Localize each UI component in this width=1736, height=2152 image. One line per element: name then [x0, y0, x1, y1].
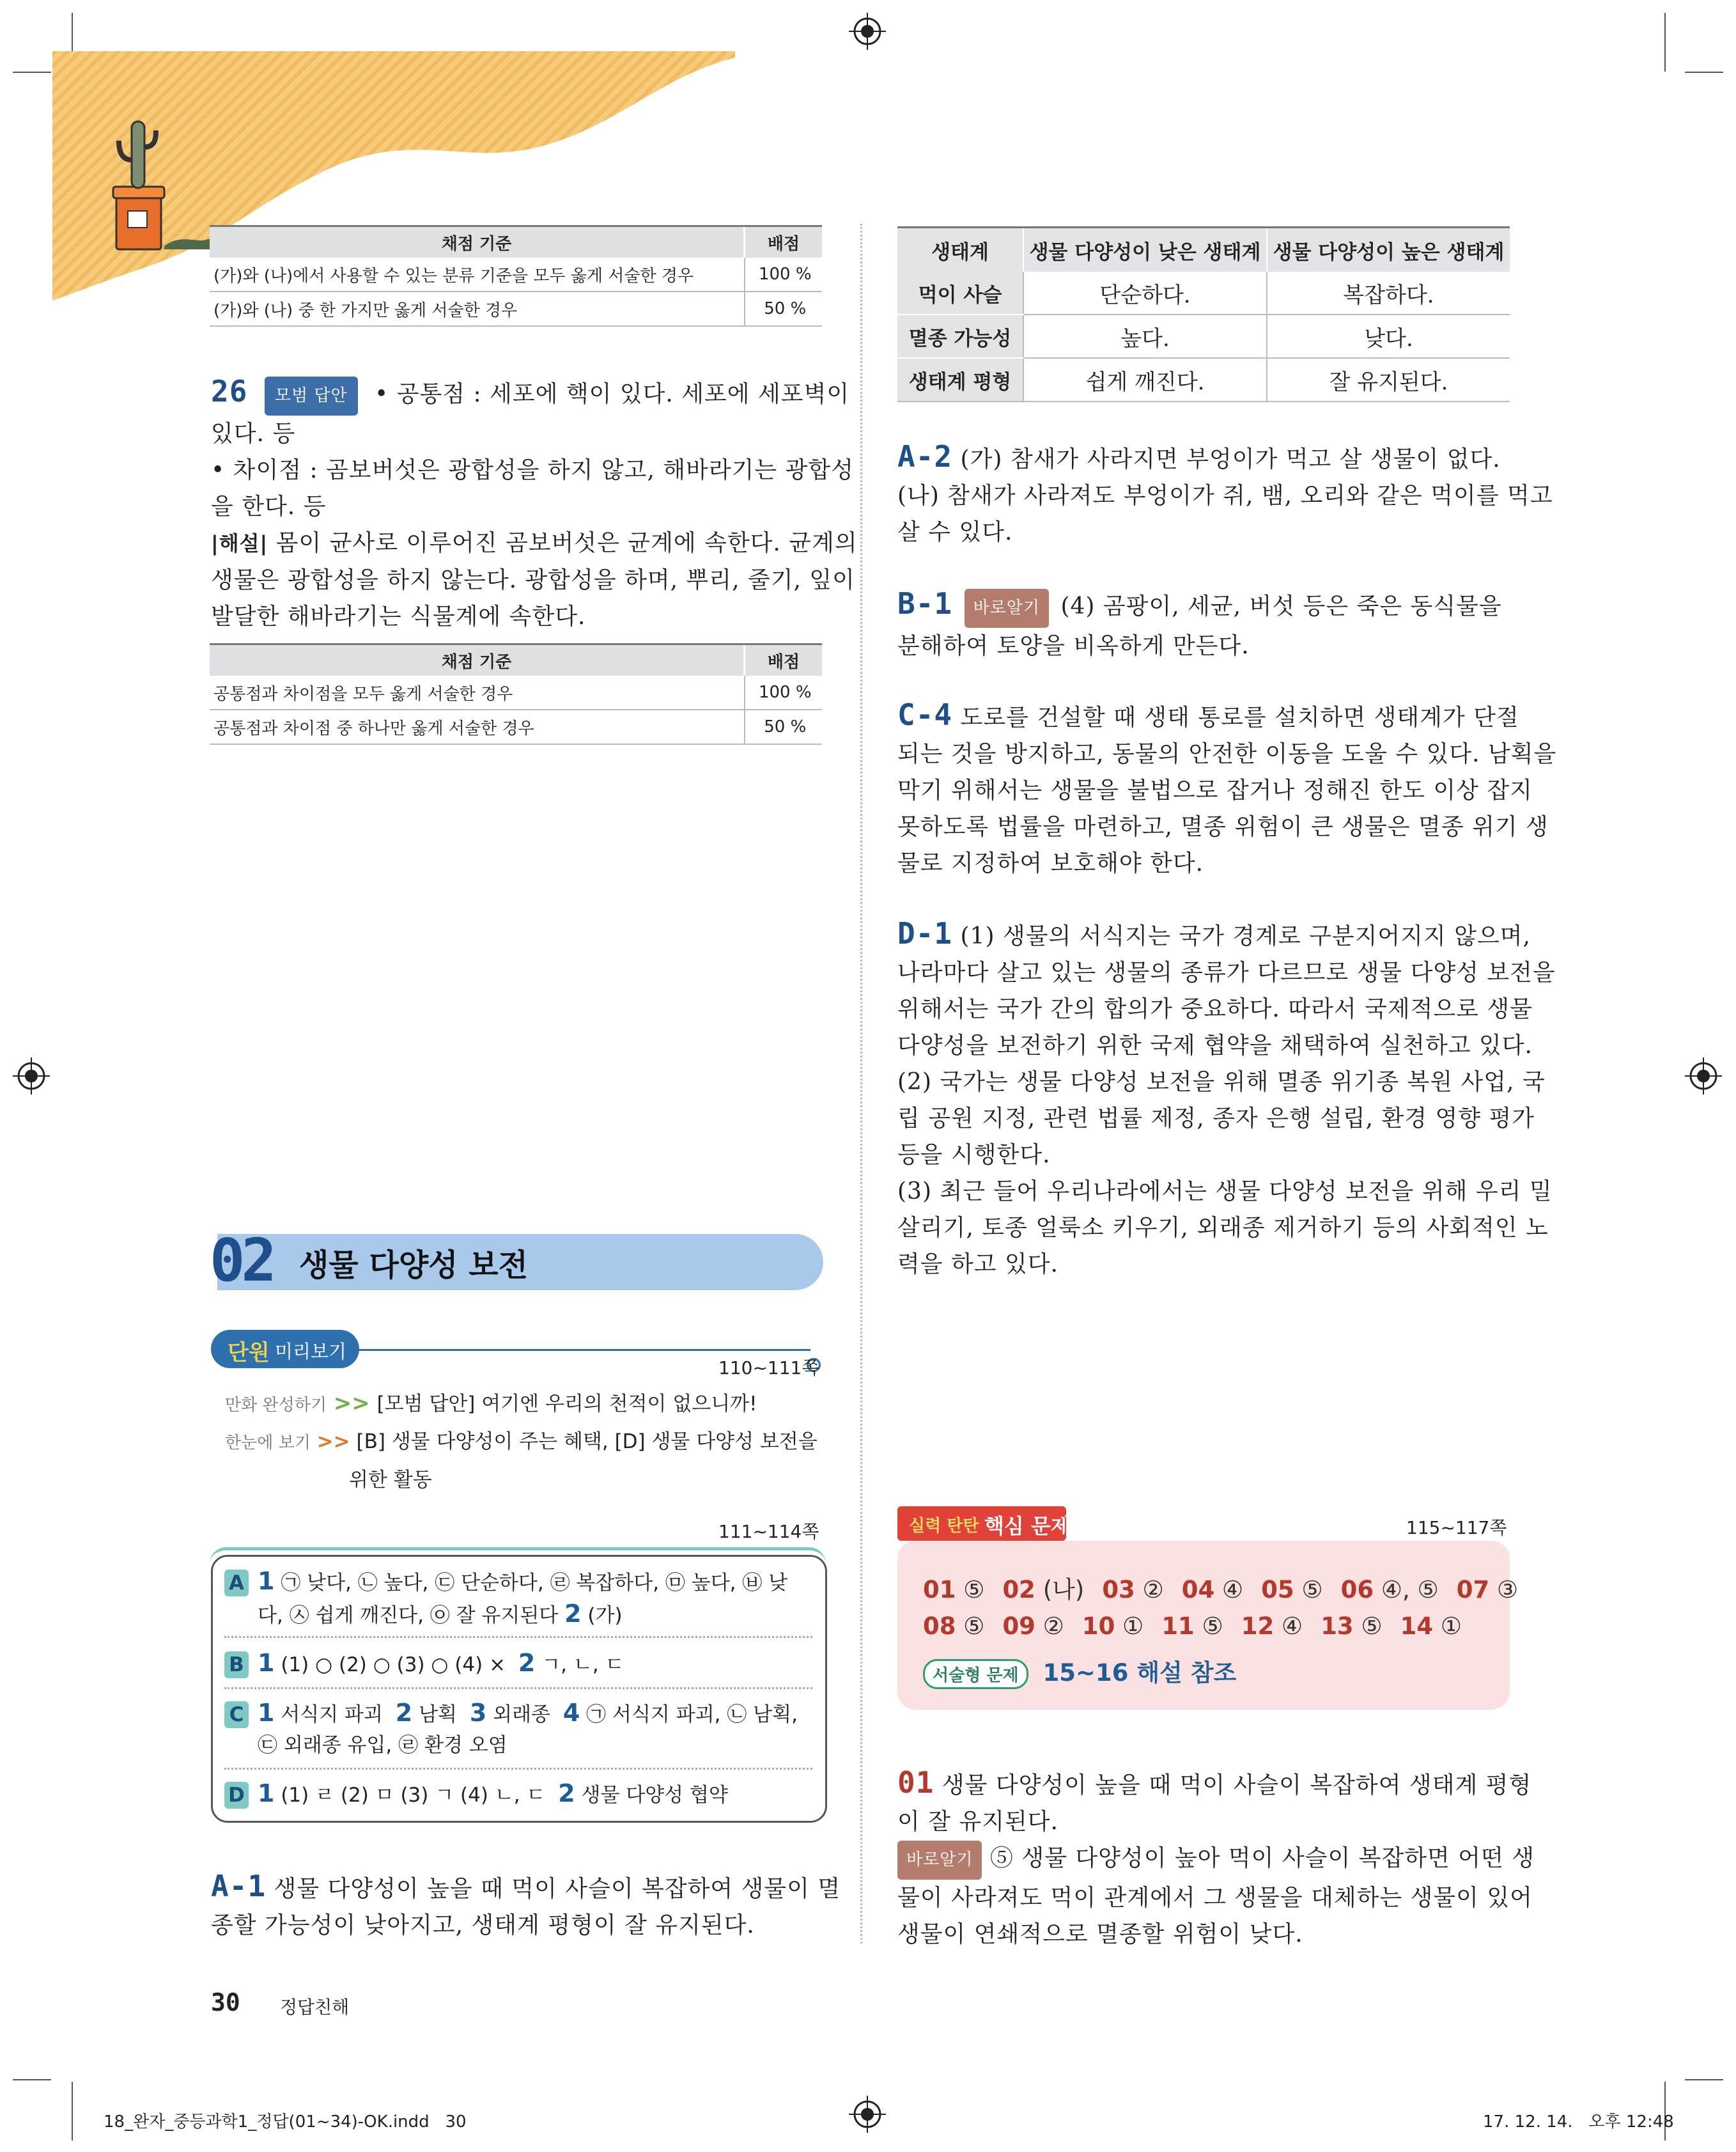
preview-tag-main: 단원 [228, 1340, 270, 1366]
core-pages: 115~117쪽 [1406, 1517, 1507, 1538]
crop-mark [13, 2079, 51, 2080]
summary-letter: B [224, 1651, 249, 1678]
answer-line: (4) 곰팡이, 세균, 버섯 등은 죽은 동식물을 [1060, 593, 1502, 620]
answer-line: 있다. 등 [211, 420, 296, 447]
answer-choice: ③ [1489, 1576, 1519, 1603]
preview-tag-sub: 미리보기 [275, 1341, 347, 1362]
core-tag-sub: 실력 탄탄 [909, 1517, 979, 1536]
preview-pages: 110~111쪽 [718, 1357, 819, 1378]
table-cell: 높다. [1023, 315, 1267, 358]
answer-line: 물이 사라져도 먹이 관계에서 그 생물을 대체하는 생물이 있어 [897, 1884, 1533, 1911]
table-header: 배점 [745, 644, 823, 676]
answer-choice: ④, ⑤ [1374, 1576, 1439, 1603]
essay-range: 15~16 [1042, 1659, 1129, 1687]
table-header: 채점 기준 [210, 226, 745, 258]
essay-row [923, 1653, 1236, 1689]
preview-item-text: [모범 답안] 여기엔 우리의 천적이 없으니까! [376, 1392, 757, 1415]
summary-text: (1) ㄹ (2) ㅁ (3) ㄱ (4) ㄴ, ㄷ [281, 1784, 546, 1807]
answer-a2 [897, 439, 1553, 550]
summary-text: ㉢ 외래종 유입, ㉣ 환경 오염 [258, 1734, 508, 1757]
table-header: 배점 [745, 226, 823, 258]
crop-mark [1685, 72, 1723, 73]
print-date: 17. 12. 14. 오후 12:48 [1483, 2112, 1674, 2132]
page-number: 30 [211, 1988, 240, 2016]
table-cell: (가)와 (나)에서 사용할 수 있는 분류 기준을 모두 옳게 서술한 경우 [210, 258, 745, 292]
chevrons-icon: >> [333, 1391, 370, 1416]
table-row [210, 258, 822, 292]
summary-text: 외래종 [493, 1703, 550, 1726]
answer-choice: ④ [1214, 1576, 1244, 1603]
summary-row-d: D 1 (1) ㄹ (2) ㅁ (3) ㄱ (4) ㄴ, ㄷ 2 생물 다양성 협약 [224, 1778, 812, 1811]
answer-line: • 공통점 : 세포에 핵이 있다. 세포에 세포벽이 [375, 381, 850, 407]
answer-line: 이 잘 유지된다. [897, 1809, 1058, 1835]
answer-line: (2) 국가는 생물 다양성 보전을 위해 멸종 위기종 복원 사업, 국 [897, 1069, 1546, 1095]
table-header: 생물 다양성이 높은 생태계 [1267, 228, 1510, 272]
answer-choice: ⑤ [956, 1576, 985, 1603]
answer-number: 06 [1340, 1576, 1374, 1603]
model-answer-badge: 모범 답안 [265, 377, 358, 416]
essay-ref: 해설 참조 [1136, 1659, 1237, 1687]
table-cell: 100 % [745, 676, 823, 710]
preview-item-2 [225, 1423, 818, 1499]
table-cell: 50 % [745, 292, 823, 326]
correction-badge: 바로알기 [897, 1841, 982, 1880]
answer-c4 [897, 697, 1557, 882]
table-cell: 단순하다. [1023, 272, 1267, 315]
summary-letter: C [224, 1701, 249, 1728]
answer-line: 못하도록 법률을 마련하고, 멸종 위험이 큰 생물은 멸종 위기 생 [897, 814, 1549, 840]
answer-number: 11 [1161, 1612, 1195, 1640]
answer-row [923, 1570, 1536, 1605]
answer-choice: ⑤ [1194, 1612, 1223, 1640]
answer-choice: ② [1035, 1612, 1064, 1640]
answer-number: 05 [1261, 1576, 1294, 1603]
answer-number: 01 [897, 1765, 934, 1800]
summary-box [211, 1555, 827, 1823]
registration-mark-icon [13, 1057, 50, 1095]
answer-choice: ② [1135, 1576, 1164, 1603]
answer-number: 08 [923, 1612, 956, 1640]
answer-number: B-1 [897, 586, 953, 621]
crop-mark [72, 2082, 73, 2140]
correction-badge: 바로알기 [965, 589, 1049, 628]
summary-text: ㉠ 서식지 파괴, ㉡ 남획, [586, 1703, 798, 1726]
answer-number: C-4 [897, 698, 953, 732]
file-info: 18_완자_중등과학1_정답(01~34)-OK.indd 30 [104, 2112, 467, 2132]
answer-line: 분해하여 토양을 비옥하게 만든다. [897, 632, 1250, 659]
answer-choice: ④ [1274, 1612, 1303, 1640]
answer-d1 [897, 916, 1556, 1283]
answer-line: 등을 시행한다. [897, 1142, 1051, 1168]
answer-choice: ⑤ [956, 1612, 985, 1640]
answer-number: 02 [1002, 1576, 1035, 1603]
answer-line: 나라마다 살고 있는 생물의 종류가 다르므로 생물 다양성 보전을 [897, 960, 1556, 986]
answer-line: (3) 최근 들어 우리나라에서는 생물 다양성 보전을 위해 우리 밀 [897, 1178, 1553, 1205]
preview-line [358, 1349, 810, 1351]
summary-letter: A [224, 1570, 249, 1596]
answer-q01 [897, 1765, 1535, 1953]
ecosystem-table [897, 226, 1510, 402]
crop-mark [13, 72, 51, 73]
answer-line: 되는 것을 방지하고, 동물의 안전한 이동을 도울 수 있다. 남획을 [897, 741, 1557, 767]
answer-line: ⑤ 생물 다양성이 높아 먹이 사슬이 복잡하면 어떤 생 [989, 1845, 1535, 1871]
answer-line: 물로 지정하여 보호해야 한다. [897, 850, 1204, 877]
row-header: 멸종 가능성 [897, 315, 1023, 358]
answer-line: 살 수 있다. [897, 519, 1013, 545]
answer-choice: ⑤ [1294, 1576, 1323, 1603]
row-header: 먹이 사슬 [897, 272, 1023, 315]
section-title: 생물 다양성 보전 [299, 1247, 528, 1283]
summary-text: ㉠ 낮다, ㉡ 높다, ㉢ 단순하다, ㉣ 복잡하다, ㉤ 높다, ㉥ 낮 [281, 1571, 788, 1595]
answer-number: 12 [1241, 1612, 1275, 1640]
answer-choice: (나) [1035, 1576, 1085, 1603]
table-row [897, 315, 1510, 358]
core-answer-box [897, 1541, 1519, 1710]
book-title: 정답친해 [280, 1997, 350, 2018]
registration-mark-icon [849, 2096, 886, 2133]
answer-b1 [897, 586, 1511, 664]
answer-line: 생물이 연쇄적으로 멸종할 위험이 낮다. [897, 1921, 1303, 1947]
preview-item-1 [225, 1387, 757, 1416]
table-row [210, 292, 822, 326]
answer-number: 07 [1456, 1576, 1490, 1603]
answer-line: 생물 다양성이 높을 때 먹이 사슬이 복잡하여 생물이 멸 [274, 1876, 841, 1902]
table-cell: 낮다. [1267, 315, 1510, 358]
table-cell: 공통점과 차이점 중 하나만 옳게 서술한 경우 [210, 710, 745, 744]
preview-item-text: [B] 생물 다양성이 주는 혜택, [D] 생물 다양성 보전을 [356, 1430, 818, 1453]
answer-choice: ① [1433, 1612, 1462, 1640]
table-header: 채점 기준 [210, 644, 745, 676]
summary-text: (1) ○ (2) ○ (3) ○ (4) × [281, 1653, 506, 1676]
answer-choice: ⑤ [1353, 1612, 1383, 1640]
core-tag-main: 핵심 문제 [984, 1514, 1071, 1538]
summary-text: 생물 다양성 협약 [581, 1784, 728, 1807]
table-header: 생물 다양성이 낮은 생태계 [1023, 228, 1267, 272]
table-cell: 100 % [745, 258, 823, 292]
explanation-line: 몸이 균사로 이루어진 곰보버섯은 균계에 속한다. 균계의 [275, 529, 858, 556]
crop-mark [1664, 13, 1666, 72]
answer-line: 을 한다. 등 [211, 493, 327, 520]
row-header: 생태계 평형 [897, 358, 1023, 402]
table-row [210, 710, 822, 744]
answer-number: 10 [1081, 1612, 1115, 1640]
table-header: 생태계 [897, 228, 1023, 272]
chevrons-icon: >> [316, 1430, 350, 1453]
answer-line: 살리기, 토종 얼룩소 키우기, 외래종 제거하기 등의 사회적인 노 [897, 1215, 1549, 1241]
summary-pages: 111~114쪽 [718, 1521, 819, 1542]
explanation-line: 발달한 해바라기는 식물계에 속한다. [211, 603, 586, 630]
preview-item-label: 만화 완성하기 [225, 1396, 327, 1415]
question-26 [211, 373, 858, 635]
answer-line: 막기 위해서는 생물을 불법으로 잡거나 정해진 한도 이상 잡지 [897, 777, 1533, 804]
answer-line: 생물 다양성이 높을 때 먹이 사슬이 복잡하여 생태계 평형 [942, 1772, 1532, 1798]
summary-text: (가) [587, 1604, 623, 1627]
answer-number: 09 [1002, 1612, 1035, 1640]
answer-line: (1) 생물의 서식지는 국가 경계로 구분지어지지 않으며, [960, 923, 1531, 949]
summary-text: 다, ㉦ 쉽게 깨진다, ㉧ 잘 유지된다 [258, 1604, 559, 1627]
table-cell: 복잡하다. [1267, 272, 1510, 315]
table-cell: 쉽게 깨진다. [1023, 358, 1267, 402]
answer-row [923, 1612, 1480, 1640]
table-cell: (가)와 (나) 중 한 가지만 옳게 서술한 경우 [210, 292, 745, 326]
explanation-label: |해설| [211, 531, 268, 556]
summary-row-a: A 1 ㉠ 낮다, ㉡ 높다, ㉢ 단순하다, ㉣ 복잡하다, ㉤ 높다, ㉥ 낮 다, ㉦ 쉽게 깨진다, ㉧ 잘 유지된다 2 (가) [224, 1566, 812, 1631]
summary-letter: D [224, 1782, 249, 1809]
essay-badge: 서술형 문제 [923, 1659, 1028, 1689]
answer-number: 03 [1102, 1576, 1135, 1603]
answer-number: A-1 [211, 1869, 267, 1903]
answer-number: D-1 [897, 916, 953, 951]
table-row [210, 676, 822, 710]
preview-item-label: 한눈에 보기 [225, 1433, 311, 1453]
answer-line: (가) 참새가 사라지면 부엉이가 먹고 살 생물이 없다. [960, 446, 1501, 472]
scoring-table-1 [210, 225, 822, 327]
answer-line: • 차이점 : 곰보버섯은 광합성을 하지 않고, 해바라기는 광합성 [211, 456, 854, 483]
answer-number: A-2 [897, 439, 953, 474]
table-cell: 잘 유지된다. [1267, 358, 1510, 402]
table-row [897, 358, 1510, 402]
table-cell: 50 % [745, 710, 823, 744]
section-number: 02 [210, 1226, 273, 1295]
answer-number: 13 [1321, 1612, 1354, 1640]
answer-line: 립 공원 지정, 관련 법률 제정, 종자 은행 설립, 환경 영향 평가 [897, 1105, 1535, 1132]
answer-line: 도로를 건설할 때 생태 통로를 설치하면 생태계가 단절 [960, 705, 1519, 731]
registration-mark-icon [849, 13, 886, 50]
answer-number: 01 [923, 1576, 956, 1603]
answer-number: 14 [1400, 1612, 1434, 1640]
answer-line: (나) 참새가 사라져도 부엉이가 쥐, 뱀, 오리와 같은 먹이를 먹고 [897, 483, 1553, 509]
answer-line: 력을 하고 있다. [897, 1251, 1058, 1277]
column-divider [860, 224, 862, 1944]
summary-text: 남획 [419, 1703, 457, 1726]
scoring-table-2 [210, 643, 822, 745]
answer-number: 04 [1181, 1576, 1215, 1603]
summary-row-b: B 1 (1) ○ (2) ○ (3) ○ (4) × 2 ㄱ, ㄴ, ㄷ [224, 1648, 812, 1680]
preview-item-text: 위한 활동 [349, 1469, 432, 1492]
question-number: 26 [211, 374, 248, 409]
summary-text: 서식지 파괴 [281, 1703, 383, 1726]
registration-mark-icon [1685, 1057, 1722, 1095]
summary-text: ㄱ, ㄴ, ㄷ [541, 1653, 624, 1676]
answer-line: 종할 가능성이 낮아지고, 생태계 평형이 잘 유지된다. [211, 1912, 755, 1938]
summary-row-c: C 1 서식지 파괴 2 남획 3 외래종 4 ㉠ 서식지 파괴, ㉡ 남획, ㉢ 외래종 유입, ㉣ 환경 오염 [224, 1697, 812, 1761]
answer-line: 다양성을 보전하기 위한 국제 협약을 채택하여 실천하고 있다. [897, 1033, 1533, 1059]
table-cell: 공통점과 차이점을 모두 옳게 서술한 경우 [210, 676, 745, 710]
answer-line: 위해서는 국가 간의 합의가 중요하다. 따라서 국제적으로 생물 [897, 996, 1533, 1022]
answer-a1 [211, 1868, 841, 1944]
explanation-line: 생물은 광합성을 하지 않는다. 광합성을 하며, 뿌리, 줄기, 잎이 [211, 566, 855, 593]
crop-mark [1685, 2079, 1723, 2080]
answer-choice: ① [1115, 1612, 1144, 1640]
table-row [897, 272, 1510, 315]
